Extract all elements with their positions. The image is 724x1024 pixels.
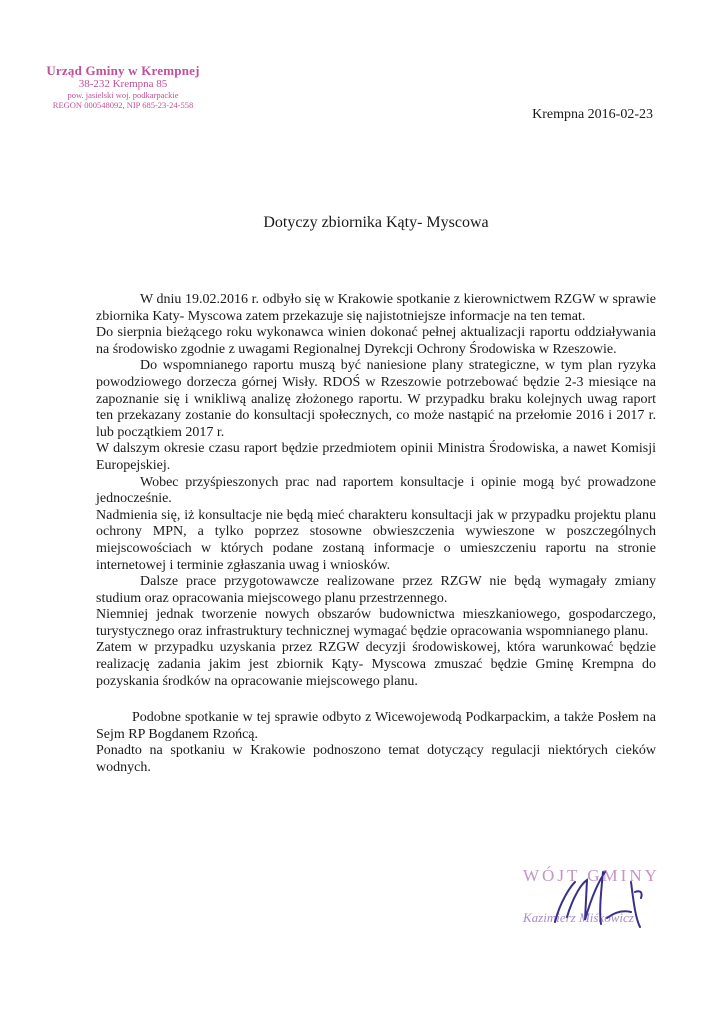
letter-subject: Dotyczy zbiornika Kąty- Myscowa <box>263 214 489 231</box>
paragraph: Podobne spotkanie w tej sprawie odbyto z Wicewojewodą Podkarpackim, a także Posłem na Sejm RP Bogdanem Rzońcą. <box>96 710 656 742</box>
signature-block <box>515 862 675 952</box>
stamp-address: 38-232 Krempna 85 <box>78 78 168 90</box>
paragraph: Niemniej jednak tworzenie nowych obszarów budownictwa mieszkaniowego, gospodarczego, turystycznego oraz infrastruktury technicznej wymagać będzie opracowania wspomnianego planu. <box>96 607 656 639</box>
paragraph: Nadmienia się, iż konsultacje nie będą mieć charakteru konsultacji jak w przypadku projektu planu ochrony MPN, a tylko poprzez stosowne obwieszczenia wywieszone w poszczególnych miejscowościach w których podane zostaną informacje o umieszczeniu raportu na stronie internetowej i terminie zgłaszania uwag i wniosków. <box>96 507 656 573</box>
paragraph: Do wspomnianego raportu muszą być naniesione plany strategiczne, w tym plan ryzyka powodziowego dorzecza górnej Wisły. RDOŚ w Rzeszowie potrzebować będzie 2-3 miesiące na zapoznanie się i wnikliwą analizę złożonego raportu. W przypadku braku kolejnych uwag raport ten przekazany zostanie do konsultacji społecznych, co może nastąpić na przełomie 2016 i 2017 r. lub początkiem 2017 r. <box>96 358 656 440</box>
paragraph: W dalszym okresie czasu raport będzie przedmiotem opinii Ministra Środowiska, a nawet Komisji Europejskiej. <box>96 441 656 473</box>
handwritten-signature <box>515 862 675 952</box>
paragraph: Ponadto na spotkaniu w Krakowie podnoszono temat dotyczący regulacji niektórych cieków wodnych. <box>96 743 656 776</box>
signature-title: WÓJT GMINY <box>523 866 660 885</box>
signature-name: Kazimierz Miśkowicz <box>523 910 634 925</box>
paragraph: W dniu 19.02.2016 r. odbyło się w Krakowie spotkanie z kierownictwem RZGW w sprawie zbiornika Katy- Myscowa zatem przekazuje się najistotniejsze informacje na ten temat. <box>96 292 656 324</box>
letter-date: Krempna 2016-02-23 <box>532 107 653 122</box>
paragraph: Dalsze prace przygotowawcze realizowane przez RZGW nie będą wymagały zmiany studium oraz opracowania miejscowego planu przestrzennego. <box>96 574 656 606</box>
stamp-regon-nip: REGON 000548092, NIP 685-23-24-558 <box>52 100 194 110</box>
letter-body <box>96 292 656 777</box>
paragraph: Zatem w przypadku uzyskania przez RZGW decyzji środowiskowej, która warunkować będzie realizację zadania jakim jest zbiornik Kąty- Myscowa zmuszać będzie Gminę Krempna do pozyskania środków na opracowanie miejscowego planu. <box>96 640 656 689</box>
stamp-region: pow. jasielski woj. podkarpackie <box>67 90 179 100</box>
stamp-office-name: Urząd Gminy w Krempnej <box>46 63 200 78</box>
paragraph: Do sierpnia bieżącego roku wykonawca winien dokonać pełnej aktualizacji raportu oddziaływania na środowisko zgodnie z uwagami Regionalnej Dyrekcji Ochrony Środowiska w Rzeszowie. <box>96 325 656 357</box>
paragraph: Wobec przyśpieszonych prac nad raportem konsultacje i opinie mogą być prowadzone jednocześnie. <box>96 474 656 507</box>
office-stamp <box>28 63 218 110</box>
